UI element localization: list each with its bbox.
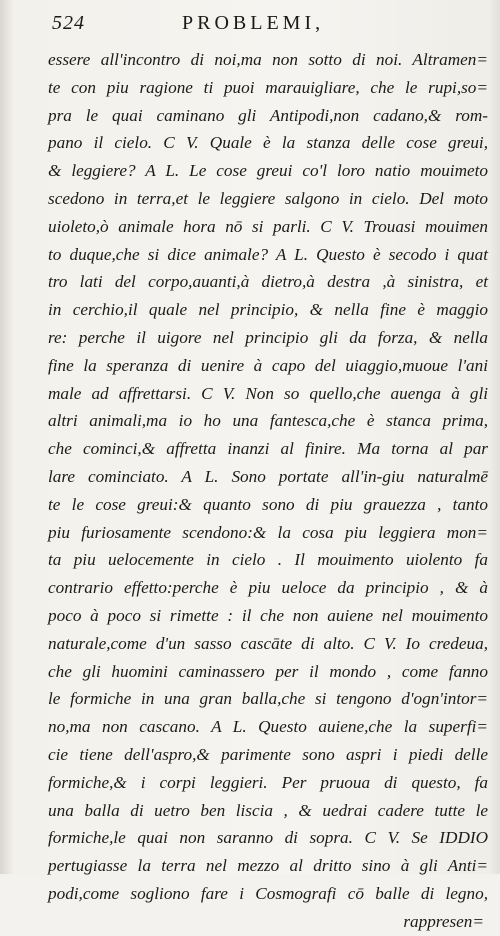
- running-head: PROBLEMI,: [182, 12, 325, 34]
- text-line: in cerchio,il quale nel principio, & nella fine è maggio: [48, 300, 488, 320]
- text-line: no,ma non cascano. A L. Questo auiene,che la superfi=: [48, 717, 488, 737]
- text-line: pra le quai caminano gli Antipodi,non cadano,& rom-: [48, 105, 488, 125]
- text-line: piu furiosamente scendono:& la cosa piu leggiera mon=: [48, 522, 488, 542]
- text-line: che gli huomini caminassero per il mondo , come fanno: [48, 661, 488, 681]
- text-line: naturale,come d'un sasso cascāte di alto. C V. Io credeua,: [48, 633, 488, 653]
- text-line: fine la speranza di uenire à capo del uiaggio,muoue l'ani: [48, 355, 488, 375]
- text-line: cie tiene dell'aspro,& parimente sono aspri i piedi delle: [48, 744, 488, 764]
- text-line: contrario effetto:perche è piu ueloce da principio , & à: [48, 578, 488, 598]
- text-line: tro lati del corpo,auanti,à dietro,à destra ,à sinistra, et: [48, 272, 488, 292]
- text-line: te con piu ragione ti puoi marauigliare, che le rupi,so=: [48, 77, 488, 97]
- text-line: altri animali,ma io ho una fantesca,che è stanca prima,: [48, 411, 488, 431]
- text-line: uioleto,ò animale hora nō si parli. C V. Trouasi mouimen: [48, 216, 488, 236]
- text-line: podi,come sogliono fare i Cosmografi cō balle di legno,: [48, 883, 488, 903]
- text-line: formiche,le quai non saranno di sopra. C V. Se IDDIO: [48, 828, 488, 848]
- text-line: una balla di uetro ben liscia , & uedrai cadere tutte le: [48, 800, 488, 820]
- text-line: ta piu uelocemente in cielo . Il mouimento uiolento fa: [48, 550, 488, 570]
- text-line: le formiche in una gran balla,che si tengono d'ogn'intor=: [48, 689, 488, 709]
- text-line: te le cose greui:& quanto sono di piu grauezza , tanto: [48, 494, 488, 514]
- text-line: rappresen=: [403, 911, 484, 931]
- text-line: lare cominciato. A L. Sono portate all'in-giu naturalmē: [48, 466, 488, 486]
- text-line: che cominci,& affretta inanzi al finire. Ma torna al par: [48, 439, 488, 459]
- page-header: [52, 10, 472, 40]
- body-text: [48, 46, 488, 936]
- text-line: poco à poco si rimette : il che non auiene nel mouimento: [48, 605, 488, 625]
- page-number: 524: [52, 12, 85, 34]
- text-line: essere all'incontro di noi,ma non sotto di noi. Altramen=: [48, 50, 488, 69]
- text-line: & leggiere? A L. Le cose greui co'l loro natio mouimeto: [48, 161, 488, 181]
- text-line: scedono in terra,et le leggiere salgono in cielo. Del moto: [48, 188, 488, 208]
- text-line: re: perche il uigore nel principio gli da forza, & nella: [48, 327, 488, 347]
- text-line: male ad affrettarsi. C V. Non so quello,che auenga à gli: [48, 383, 488, 403]
- text-line: formiche,& i corpi leggieri. Per pruoua di questo, fa: [48, 772, 488, 792]
- text-line: pertugiasse la terra nel mezzo al dritto sino à gli Anti=: [48, 856, 488, 876]
- text-line: to duque,che si dice animale? A L. Questo è secodo i quat: [48, 244, 488, 264]
- page-edge-shadow: [490, 0, 500, 874]
- gutter-shadow: [0, 0, 14, 874]
- text-line: pano il cielo. C V. Quale è la stanza delle cose greui,: [48, 133, 488, 153]
